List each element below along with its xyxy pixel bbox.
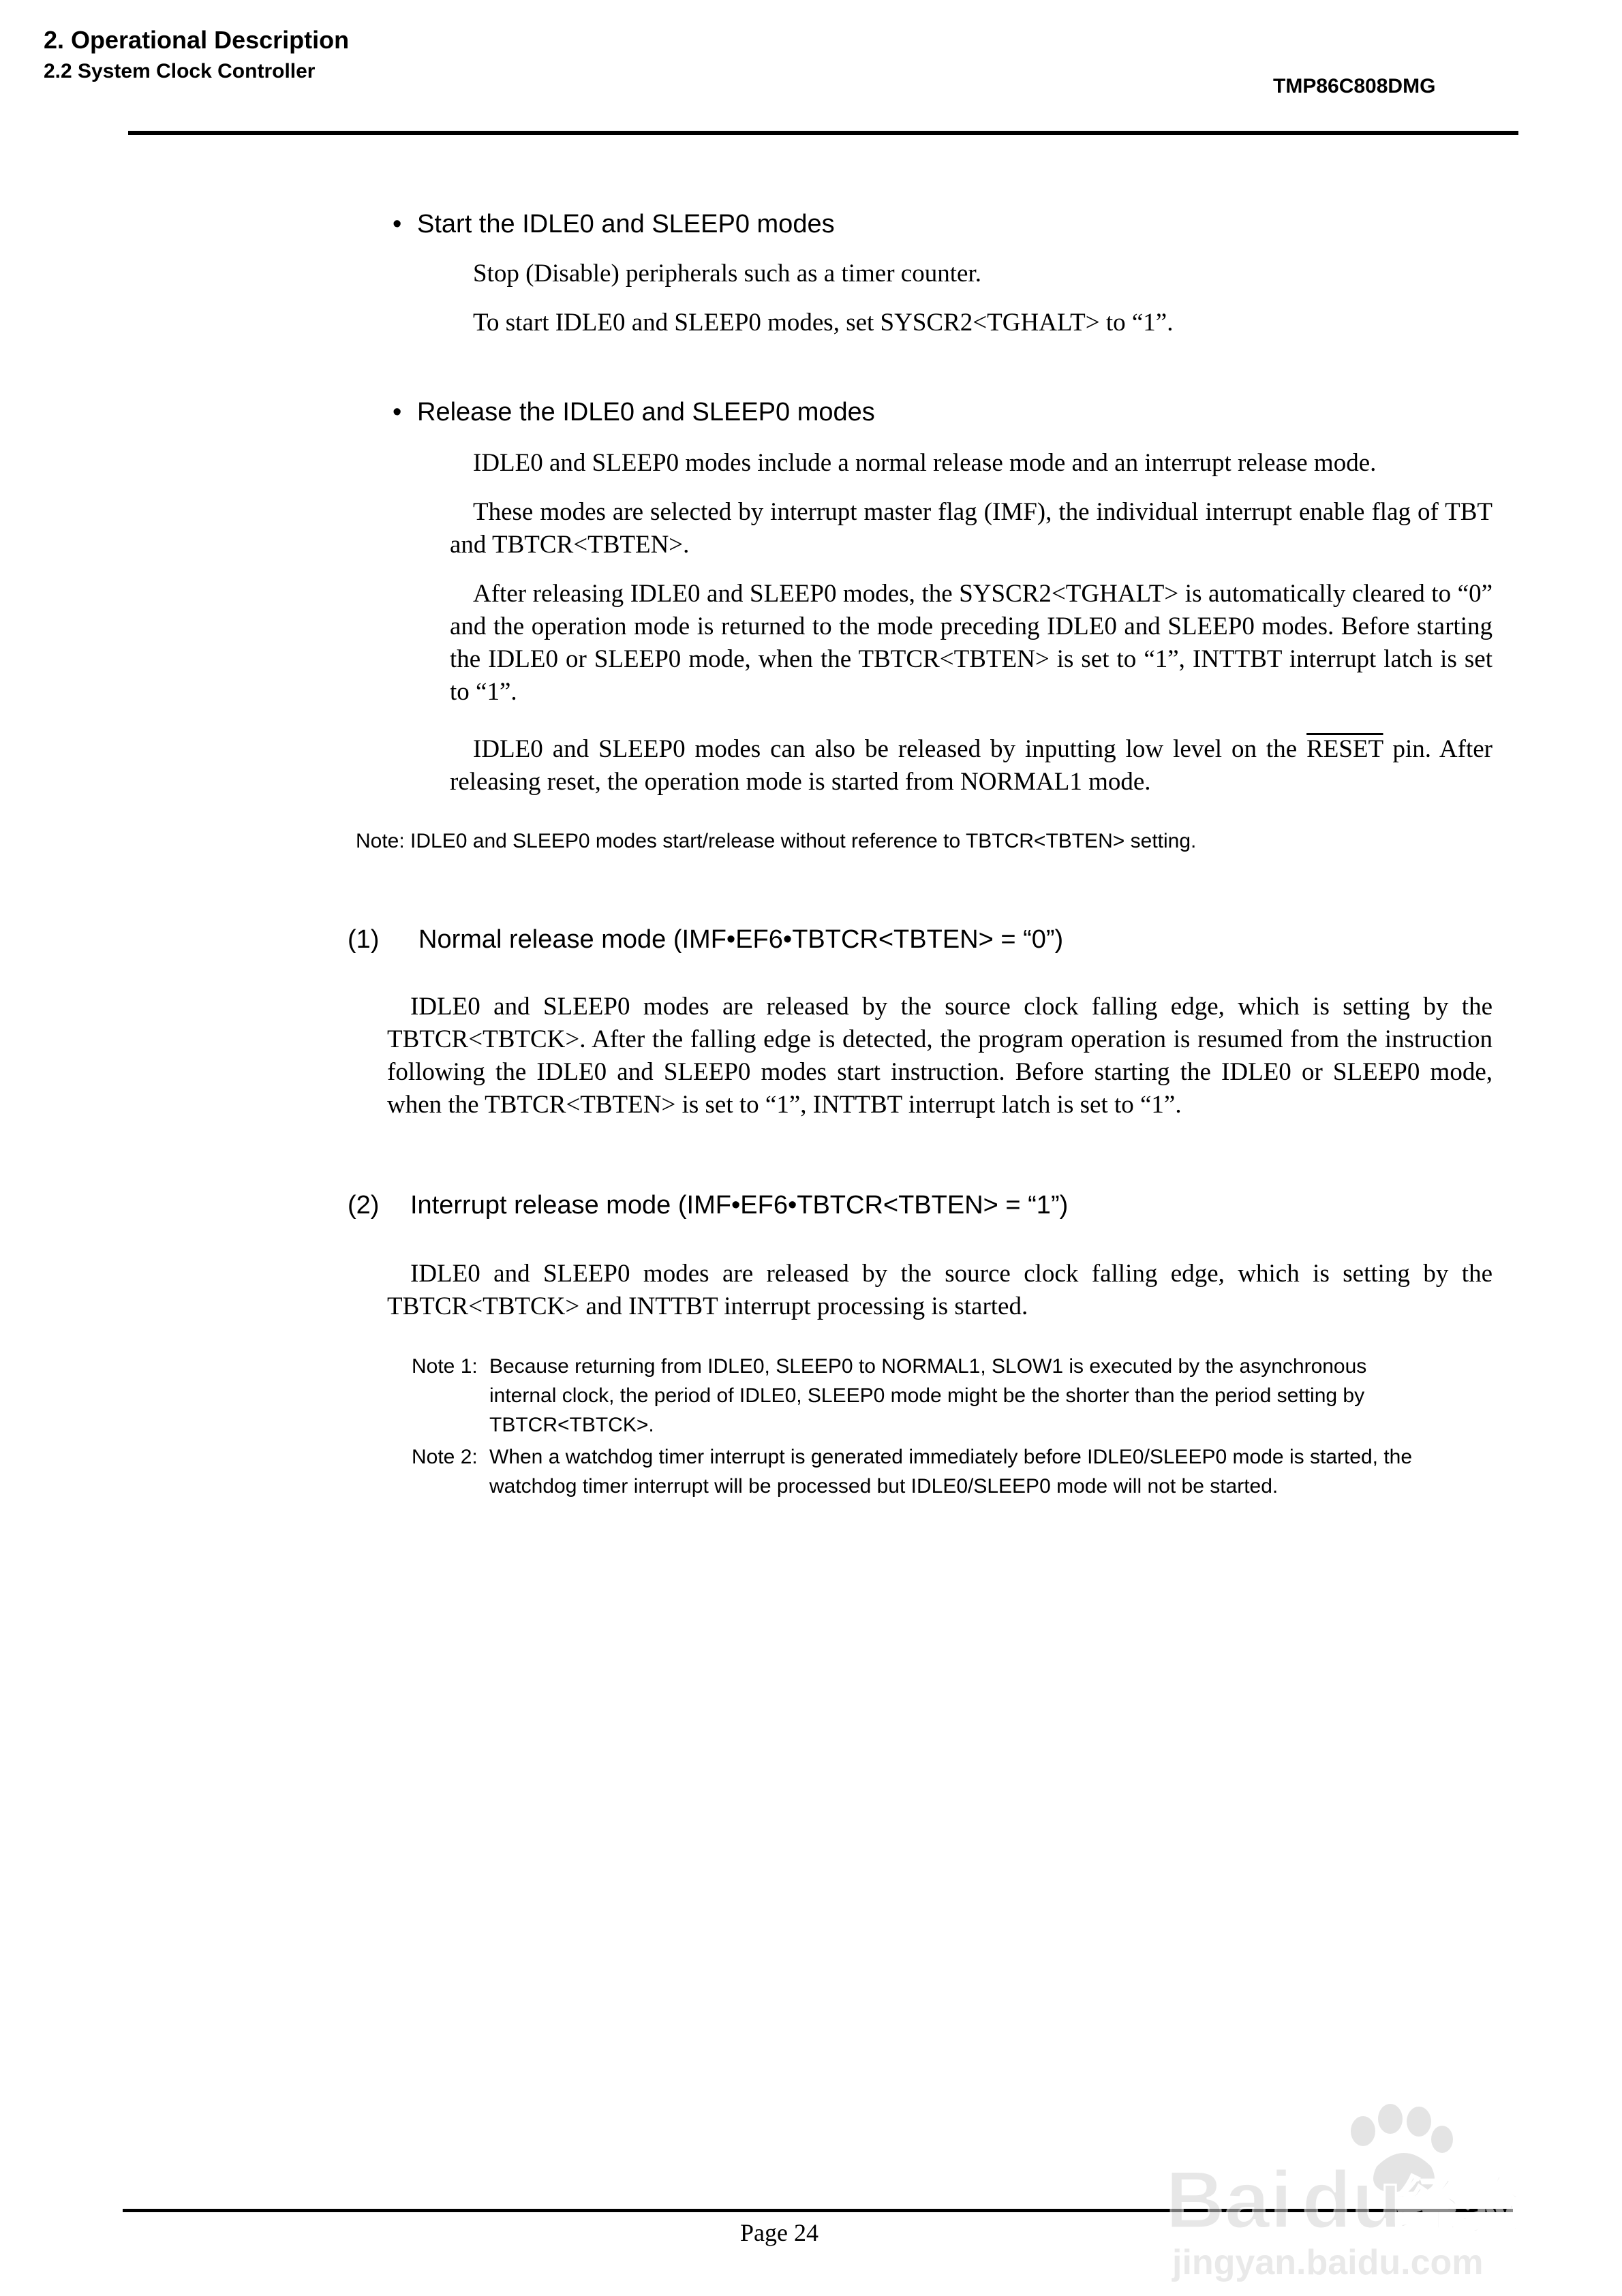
note-text: When a watchdog timer interrupt is generated immediately before IDLE0/SLEEP0 mode is started, the watchdog timer interrupt will be processed but IDLE0/SLEEP0 mode will not be started. <box>489 1446 1413 1498</box>
note-item <box>412 1352 1420 1440</box>
release-paragraph-4: IDLE0 and SLEEP0 modes can also be released by inputting low level on the RESET pin. After releasing reset, the operation mode is started from NORMAL1 mode. <box>450 735 1493 796</box>
bullet-icon: • <box>393 210 402 238</box>
note-label: Note 2: <box>412 1446 478 1468</box>
section-1-heading <box>348 925 1063 955</box>
watermark-cn: 经验 <box>1397 2170 1523 2243</box>
release-paragraph-1: IDLE0 and SLEEP0 modes include a normal release mode and an interrupt release mode. <box>473 449 1377 477</box>
section-title: 2. Operational Description <box>44 26 350 54</box>
watermark-brand-2: du <box>1302 2154 1402 2246</box>
reset-pin-label: RESET <box>1306 735 1383 763</box>
note-label: Note 1: <box>412 1355 478 1378</box>
header-rule <box>128 131 1518 135</box>
release-paragraph-3: After releasing IDLE0 and SLEEP0 modes, the SYSCR2<TGHALT> is automatically cleared to “0” and the operation mode is returned to the mode preceding IDLE0 and SLEEP0 modes. Before starting the IDLE0 or SLEEP0 mode, when the TBTCR<TBTEN> is set to “1”, INTTBT interrupt latch is set to “1”. <box>450 580 1493 706</box>
watermark-url: jingyan.baidu.com <box>1172 2243 1484 2282</box>
start-heading: • Start the IDLE0 and SLEEP0 modes <box>393 210 835 238</box>
baidu-jingyan-watermark <box>1159 2092 1527 2296</box>
note-item <box>412 1442 1420 1501</box>
subsection-title: 2.2 System Clock Controller <box>44 60 316 82</box>
release-heading: • Release the IDLE0 and SLEEP0 modes <box>393 398 875 426</box>
section-1-body: IDLE0 and SLEEP0 modes are released by the source clock falling edge, which is setting by the TBTCR<TBTCK>. After the falling edge is detected, the program operation is resumed from the instruction following the IDLE0 and SLEEP0 modes start instruction. Before starting the IDLE0 or SLEEP0 mode, when the TBTCR<TBTEN> is set to “1”, INTTBT interrupt latch is set to “1”. <box>387 993 1493 1119</box>
note-text: Because returning from IDLE0, SLEEP0 to NORMAL1, SLOW1 is executed by the asynchronous internal clock, the period of IDLE0, SLEEP0 mode might be the shorter than the period setting by TBTCR<TBTCK>. <box>489 1355 1367 1436</box>
section-1-title: Normal release mode (IMF•EF6•TBTCR<TBTEN> = “0”) <box>418 925 1064 954</box>
start-paragraph-1: Stop (Disable) peripherals such as a timer counter. <box>473 260 981 288</box>
section-2-number: (2) <box>348 1191 380 1220</box>
section-2-title: Interrupt release mode (IMF•EF6•TBTCR<TBTEN> = “1”) <box>410 1191 1069 1220</box>
main-note: Note: IDLE0 and SLEEP0 modes start/release without reference to TBTCR<TBTEN> setting. <box>356 830 1197 852</box>
bullet-icon: • <box>393 398 402 426</box>
release-paragraph-2: These modes are selected by interrupt master flag (IMF), the individual interrupt enable flag of TBT and TBTCR<TBTEN>. <box>450 498 1493 559</box>
notes-list <box>412 1352 1420 1501</box>
start-paragraph-2: To start IDLE0 and SLEEP0 modes, set SYSCR2<TGHALT> to “1”. <box>473 309 1174 337</box>
watermark-brand: Bai <box>1165 2154 1293 2246</box>
section-1-number: (1) <box>348 925 380 954</box>
page-number: Page 24 <box>740 2219 818 2246</box>
part-number: TMP86C808DMG <box>1273 75 1436 97</box>
section-2-body: IDLE0 and SLEEP0 modes are released by the source clock falling edge, which is setting by the TBTCR<TBTCK> and INTTBT interrupt processing is started. <box>387 1260 1493 1320</box>
section-2-heading <box>348 1191 1068 1220</box>
